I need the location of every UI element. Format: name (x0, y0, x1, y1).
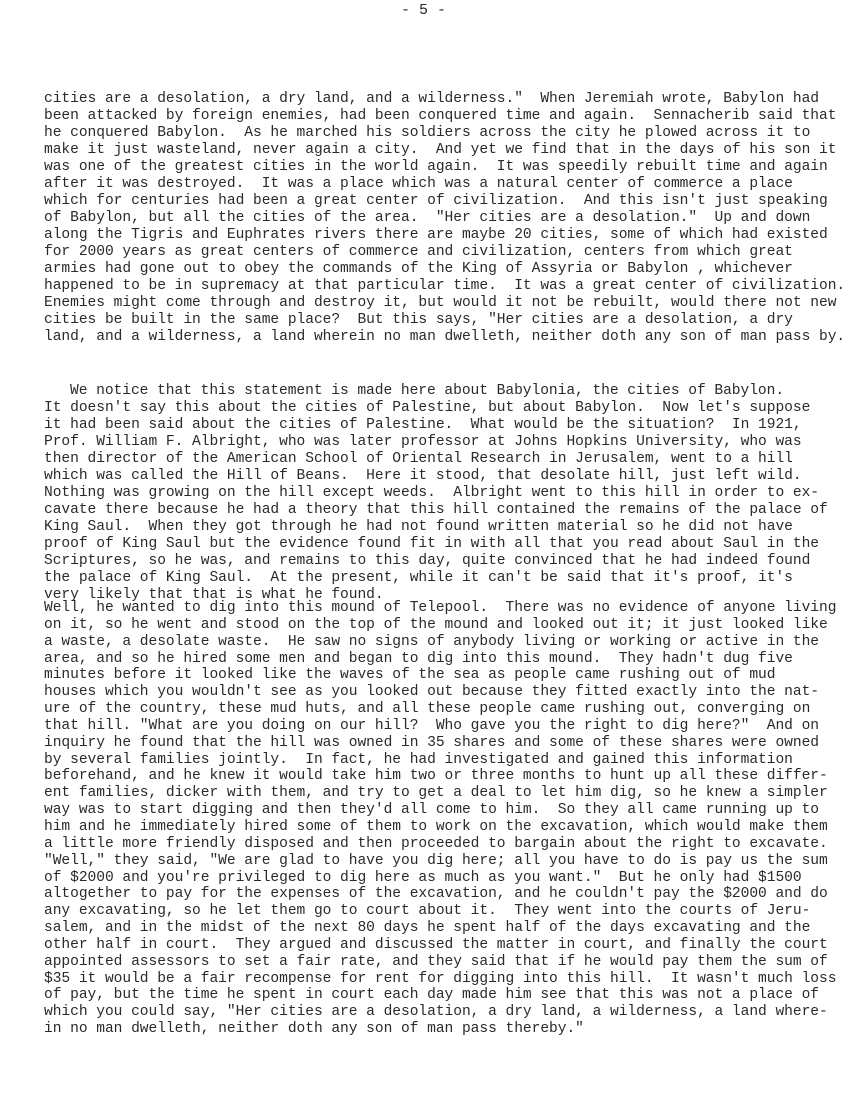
text-line: inquiry he found that the hill was owned in 35 shares and some of these shares were owned (44, 734, 819, 751)
text-line: on it, so he went and stood on the top of the mound and looked out it; it just looked like (44, 616, 828, 633)
text-line: that hill. "What are you doing on our hill? Who gave you the right to dig here?" And on (44, 717, 819, 734)
text-line: a little more friendly disposed and then proceeded to bargain about the right to excavate. (44, 835, 828, 852)
text-line: along the Tigris and Euphrates rivers there are maybe 20 cities, some of which had existed (44, 227, 828, 243)
text-line: King Saul. When they got through he had not found written material so he did not have (44, 519, 793, 535)
text-line: appointed assessors to set a fair rate, and they said that if he would pay them the sum of (44, 953, 828, 970)
text-line: armies had gone out to obey the commands of the King of Assyria or Babylon , whichever (44, 261, 793, 277)
text-line: of Babylon, but all the cities of the area. "Her cities are a desolation." Up and down (44, 210, 811, 226)
text-line: Well, he wanted to dig into this mound of Telepool. There was no evidence of anyone living (44, 600, 837, 616)
text-line: way was to start digging and then they'd all come to him. So they all came running up to (44, 802, 819, 819)
paragraph-3 (44, 600, 836, 1038)
text-line: minutes before it looked like the waves of the sea as people came rushing out of mud (44, 667, 776, 684)
text-line: altogether to pay for the expenses of the excavation, and he couldn't pay the $2000 and do (44, 886, 828, 903)
text-line: a waste, a desolate waste. He saw no signs of anybody living or working or active in the (44, 633, 819, 650)
text-line: proof of King Saul but the evidence found fit in with all that you read about Saul in the (44, 536, 819, 552)
text-line: Enemies might come through and destroy it, but would it not be rebuilt, would there not new (44, 295, 837, 311)
text-line: cities be built in the same place? But this says, "Her cities are a desolation, a dry (44, 312, 793, 328)
paragraph-2 (44, 383, 828, 604)
text-line: which for centuries had been a great center of civilization. And this isn't just speaking (44, 193, 828, 209)
text-line: "Well," they said, "We are glad to have you dig here; all you have to do is pay us the sum (44, 852, 828, 869)
text-line: other half in court. They argued and discussed the matter in court, and finally the court (44, 936, 828, 953)
text-line: was one of the greatest cities in the world again. It was speedily rebuilt time and again (44, 159, 828, 175)
text-line: of pay, but the time he spent in court each day made him see that this was not a place of (44, 987, 819, 1004)
text-line: beforehand, and he knew it would take him two or three months to hunt up all these differ- (44, 768, 828, 785)
text-line: land, and a wilderness, a land wherein no man dwelleth, neither doth any son of man pass by. (44, 329, 846, 345)
text-line: after it was destroyed. It was a place which was a natural center of commerce a place (44, 176, 793, 192)
text-line: any excavating, so he let them go to court about it. They went into the courts of Jeru- (44, 903, 811, 920)
text-line: in no man dwelleth, neither doth any son of man pass thereby." (44, 1021, 584, 1038)
text-line: very likely that that is what he found. (44, 587, 384, 603)
text-line: $35 it would be a fair recompense for rent for digging into this hill. It wasn't much loss (44, 970, 837, 987)
text-line: houses which you wouldn't see as you looked out because they fitted exactly into the nat- (44, 684, 819, 701)
text-line: ent families, dicker with them, and try to get a deal to let him dig, so he knew a simpler (44, 785, 828, 802)
text-line: salem, and in the midst of the next 80 days he spent half of the days excavating and the (44, 920, 811, 937)
text-line: Scriptures, so he was, and remains to this day, quite convinced that he had indeed found (44, 553, 811, 569)
text-line: him and he immediately hired some of them to work on the excavation, which would make them (44, 818, 828, 835)
text-line: by several families jointly. In fact, he had investigated and gained this information (44, 751, 793, 768)
text-line: Nothing was growing on the hill except weeds. Albright went to this hill in order to ex- (44, 485, 819, 501)
text-line: he conquered Babylon. As he marched his soldiers across the city he plowed across it to (44, 125, 811, 141)
text-line: happened to be in supremacy at that particular time. It was a great center of civilization. (44, 278, 846, 294)
text-line: which you could say, "Her cities are a desolation, a dry land, a wilderness, a land where- (44, 1004, 828, 1021)
text-line: We notice that this statement is made here about Babylonia, the cities of Babylon. (70, 383, 785, 399)
text-line: It doesn't say this about the cities of Palestine, but about Babylon. Now let's suppose (44, 400, 811, 416)
page-number: - 5 - (400, 2, 446, 19)
text-line: for 2000 years as great centers of commerce and civilization, centers from which great (44, 244, 793, 260)
paragraph-1 (44, 91, 845, 346)
text-line: of $2000 and you're privileged to dig here as much as you want." But he only had $1500 (44, 869, 802, 886)
text-line: then director of the American School of Oriental Research in Jerusalem, went to a hill (44, 451, 793, 467)
text-line: cities are a desolation, a dry land, and a wilderness." When Jeremiah wrote, Babylon had (44, 91, 819, 107)
text-line: Prof. William F. Albright, who was later professor at Johns Hopkins University, who was (44, 434, 802, 450)
text-line: cavate there because he had a theory that this hill contained the remains of the palace of (44, 502, 828, 518)
text-line: it had been said about the cities of Palestine. What would be the situation? In 1921, (44, 417, 802, 433)
text-line: area, and so he hired some men and began to dig into this mound. They hadn't dug five (44, 650, 793, 667)
text-line: the palace of King Saul. At the present, while it can't be said that it's proof, it's (44, 570, 793, 586)
text-line: ure of the country, these mud huts, and all these people came rushing out, converging on (44, 701, 811, 718)
text-line: which was called the Hill of Beans. Here it stood, that desolate hill, just left wild. (44, 468, 802, 484)
text-line: make it just wasteland, never again a city. And yet we find that in the days of his son it (44, 142, 837, 158)
text-line: been attacked by foreign enemies, had been conquered time and again. Sennacherib said that (44, 108, 837, 124)
